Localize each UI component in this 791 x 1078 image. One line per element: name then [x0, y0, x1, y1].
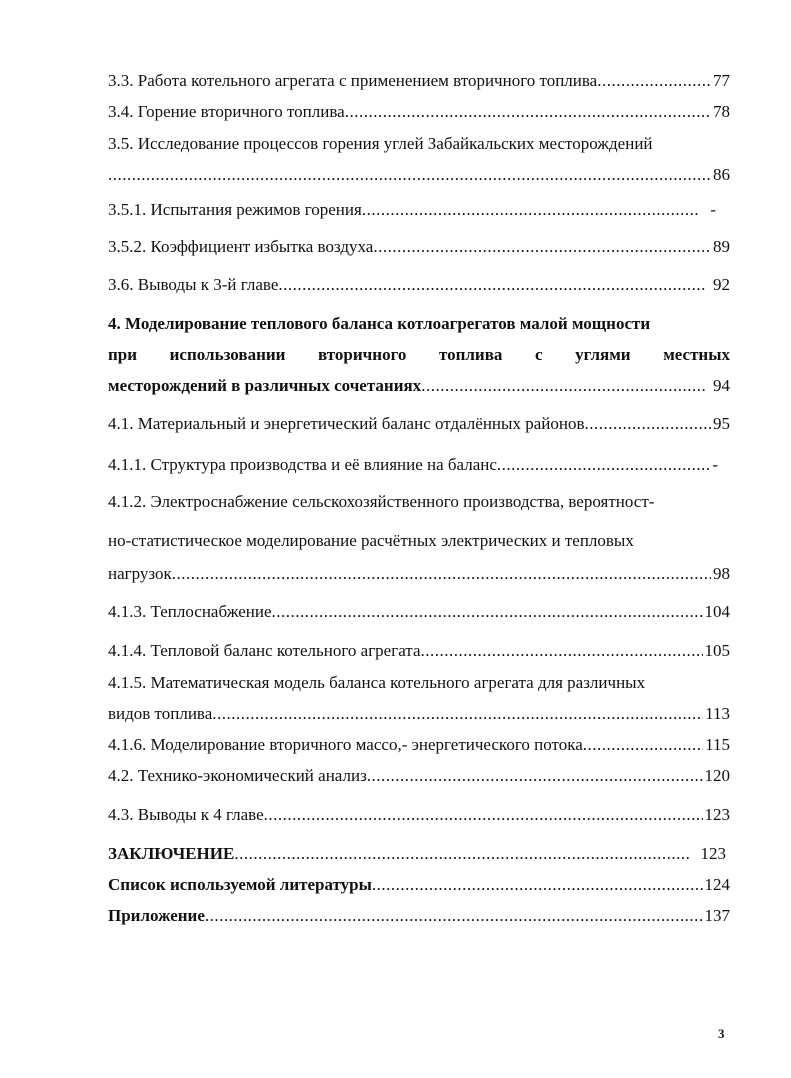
toc-leader-dots: [278, 274, 707, 296]
toc-page-number: 120: [704, 766, 730, 785]
toc-chapter-4-line1: [108, 313, 730, 335]
toc-page-number: -: [712, 455, 718, 474]
toc-page-number: 89: [713, 237, 730, 256]
toc-leader-dots: [597, 70, 711, 92]
toc-entry-title: но-статистическое моделирование расчётных электрических и тепловых: [108, 531, 634, 550]
toc-leader-dots: [421, 375, 707, 397]
toc-leader-dots: [205, 905, 703, 927]
toc-entry-title: 4.2. Технико-экономический анализ: [108, 766, 367, 785]
toc-page-number: 98: [713, 564, 730, 583]
toc-entry-title: 3.5.2. Коэффициент избытка воздуха: [108, 237, 374, 256]
toc-page-number: 77: [713, 71, 730, 90]
toc-chapter-word: использовании: [169, 345, 286, 364]
toc-entry-title: 4.1.2. Электроснабжение сельскохозяйственного производства, вероятност-: [108, 492, 655, 511]
toc-entry-4-1-5-line1: [108, 672, 730, 694]
toc-entry-4-1: [108, 413, 730, 435]
toc-entry-4-1-2-line1: [108, 491, 730, 513]
toc-entry-4-1-4: [108, 640, 730, 662]
toc-entry-3-4: [108, 101, 730, 123]
toc-page-number: 105: [704, 641, 730, 660]
toc-entry-3-5-2: [108, 236, 730, 258]
toc-page-number: 86: [713, 165, 730, 184]
toc-leader-dots: [264, 804, 703, 826]
toc-entry-references: [108, 874, 730, 896]
toc-chapter-word: местных: [663, 345, 730, 364]
toc-chapter-title: месторождений в различных сочетаниях: [108, 376, 422, 395]
toc-chapter-word: при: [108, 345, 138, 364]
toc-chapter-word: топлива: [438, 345, 503, 364]
toc-leader-dots: [583, 734, 703, 756]
toc-leader-dots: [234, 843, 690, 865]
toc-leader-dots: [108, 164, 711, 186]
toc-entry-4-1-3: [108, 601, 730, 623]
toc-page-number: 115: [705, 735, 730, 754]
toc-entry-title: 3.3. Работа котельного агрегата с применением вторичного топлива: [108, 71, 598, 90]
toc-page-number: 137: [704, 906, 730, 925]
toc-entry-4-3: [108, 804, 730, 826]
toc-entry-title: 4.1.1. Структура производства и её влияние на баланс: [108, 455, 497, 474]
toc-entry-title: видов топлива: [108, 704, 213, 723]
toc-entry-4-1-1: [108, 454, 730, 476]
toc-page-number: 92: [713, 275, 730, 294]
toc-entry-title: 4.1.3. Теплоснабжение: [108, 602, 272, 621]
toc-entry-title: Приложение: [108, 906, 205, 925]
toc-leader-dots: [373, 236, 711, 258]
toc-entry-title: 4.1.6. Моделирование вторичного массо,- энергетического потока: [108, 735, 583, 754]
toc-chapter-title: 4. Моделирование теплового баланса котлоагрегатов малой мощности: [108, 314, 651, 333]
toc-entry-3-6: [108, 274, 730, 296]
toc-entry-title: 4.1.5. Математическая модель баланса котельного агрегата для различных: [108, 673, 646, 692]
toc-page-number: 123: [704, 805, 730, 824]
toc-chapter-word: углями: [575, 345, 631, 364]
toc-entry-title: нагрузок: [108, 564, 172, 583]
toc-page-number: 104: [704, 602, 730, 621]
toc-entry-title: 3.4. Горение вторичного топлива: [108, 102, 345, 121]
toc-leader-dots: [172, 563, 711, 585]
toc-page-number: 95: [713, 414, 730, 433]
toc-entry-3-5-1: [108, 199, 730, 221]
toc-leader-dots: [272, 601, 703, 623]
toc-entry-4-1-5-line2: [108, 703, 730, 725]
toc-leader-dots: [367, 765, 703, 787]
toc-entry-title: ЗАКЛЮЧЕНИЕ: [108, 844, 235, 863]
toc-entry-4-1-2-line2: [108, 530, 730, 552]
toc-page-number: 94: [713, 376, 730, 395]
toc-entry-title: 3.5. Исследование процессов горения углей Забайкальских месторождений: [108, 134, 653, 153]
toc-entry-conclusion: [108, 843, 730, 865]
toc-leader-dots: [362, 199, 701, 221]
toc-page-number: 113: [705, 704, 730, 723]
toc-entry-3-5-title: [108, 133, 730, 155]
toc-entry-3-3: [108, 70, 730, 92]
toc-entry-title: 4.1.4. Тепловой баланс котельного агрегата: [108, 641, 421, 660]
toc-leader-dots: [372, 874, 703, 896]
toc-entry-title: 4.1. Материальный и энергетический баланс отдалённых районов: [108, 414, 585, 433]
toc-entry-4-1-6: [108, 734, 730, 756]
toc-entry-title: 4.3. Выводы к 4 главе: [108, 805, 264, 824]
toc-chapter-word: с: [534, 345, 543, 364]
toc-page-number: 78: [713, 102, 730, 121]
toc-page-number: -: [710, 200, 716, 219]
toc-leader-dots: [212, 703, 703, 725]
toc-page-number: 124: [704, 875, 730, 894]
toc-entry-title: Список используемой литературы: [108, 875, 372, 894]
toc-leader-dots: [497, 454, 710, 476]
toc-chapter-word: вторичного: [318, 345, 407, 364]
toc-leader-dots: [584, 413, 711, 435]
toc-entry-4-1-2-line3: [108, 563, 730, 585]
toc-leader-dots: [421, 640, 703, 662]
toc-chapter-4-line3: [108, 375, 730, 397]
toc-entry-4-2: [108, 765, 730, 787]
toc-entry-appendix: [108, 905, 730, 927]
toc-entry-3-5-leader: [108, 164, 730, 186]
toc-page-number: 123: [700, 844, 726, 863]
toc-entry-title: 3.5.1. Испытания режимов горения: [108, 200, 362, 219]
toc-chapter-4-line2: [108, 344, 730, 366]
toc-entry-title: 3.6. Выводы к 3-й главе: [108, 275, 279, 294]
toc-leader-dots: [345, 101, 711, 123]
page-number: 3: [718, 1026, 725, 1041]
